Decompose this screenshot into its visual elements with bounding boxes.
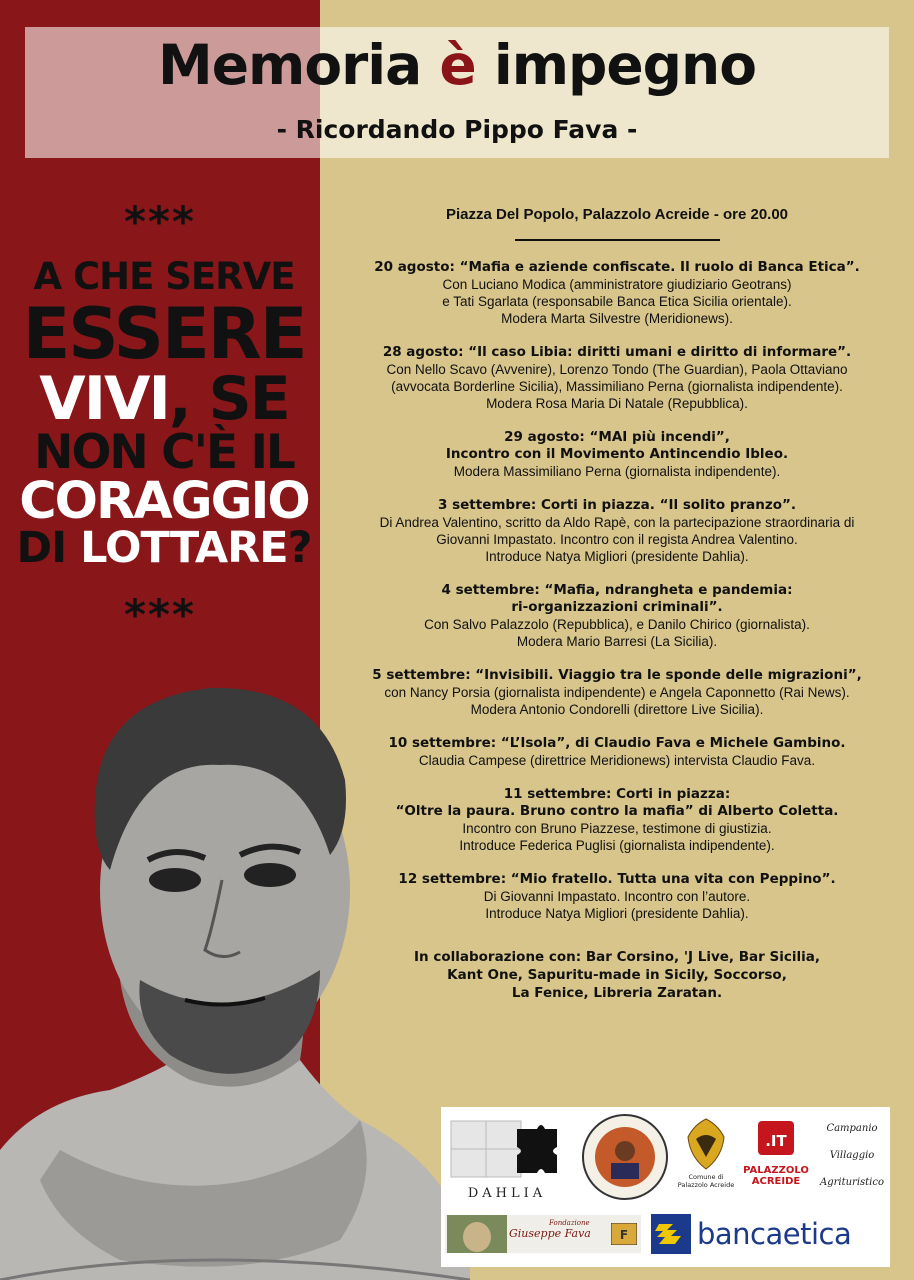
- puzzle-icon: [447, 1115, 567, 1183]
- event-detail: Claudia Campese (direttrice Meridionews) intervista Claudio Fava.: [418, 753, 816, 768]
- ff-badge-icon: [611, 1223, 637, 1245]
- quote-line-1: A CHE SERVE: [33, 255, 295, 298]
- stars-top: ***: [124, 197, 196, 246]
- quote-line-3: VIVI, SE: [39, 364, 289, 434]
- event-heading: 10 settembre: “L’Isola”, di Claudio Fava e Michele Gambino.: [388, 735, 846, 751]
- event-detail: con Nancy Porsia (giornalista indipendente) e Angela Caponnetto (Rai News).: [384, 685, 850, 700]
- event-heading: 20 agosto: “Mafia e aziende confiscate. Il ruolo di Banca Etica”.: [374, 259, 860, 275]
- event-detail: Modera Antonio Condorelli (direttore Live Sicilia).: [470, 702, 764, 717]
- title-accent: è: [439, 33, 476, 97]
- event-detail: Con Nello Scavo (Avvenire), Lorenzo Tondo (The Guardian), Paola Ottaviano: [386, 362, 848, 377]
- event-detail: Incontro con Bruno Piazzese, testimone di giustizia.: [462, 821, 772, 836]
- fava-portrait-icon: [447, 1215, 507, 1253]
- event-heading: 29 agosto: “MAI più incendi”,: [504, 429, 730, 445]
- event-item: [320, 667, 914, 718]
- quote-block: [14, 255, 314, 573]
- event-item: [320, 786, 914, 854]
- event-heading: 3 settembre: Corti in piazza. “Il solito pranzo”.: [438, 497, 796, 513]
- dahlia-logo: DAHLIA: [447, 1115, 567, 1201]
- event-item: [320, 259, 914, 327]
- svg-text:.IT: .IT: [765, 1132, 787, 1150]
- event-detail: Modera Mario Barresi (La Sicilia).: [516, 634, 718, 649]
- event-detail: Modera Marta Silvestre (Meridionews).: [501, 311, 733, 326]
- sponsor-logos: [441, 1107, 890, 1267]
- event-list: [320, 259, 914, 922]
- coat-of-arms-icon: [684, 1117, 728, 1171]
- fondazione-fava-logo: Fondazione Giuseppe Fava F: [445, 1215, 641, 1253]
- poster-title: Memoria è impegno: [158, 33, 756, 97]
- svg-text:F: F: [619, 1228, 629, 1242]
- event-detail: Introduce Natya Migliori (presidente Dahlia).: [485, 549, 749, 564]
- event-detail: Di Giovanni Impastato. Incontro con l’autore.: [483, 889, 751, 904]
- event-heading: 5 settembre: “Invisibili. Viaggio tra le sponde delle migrazioni”,: [372, 667, 862, 683]
- comune-logo: Comune di Palazzolo Acreide: [671, 1117, 741, 1203]
- event-detail: Di Andrea Valentino, scritto da Aldo Rapè, con la partecipazione straordinaria di: [379, 515, 855, 530]
- event-detail: Con Salvo Palazzolo (Repubblica), e Danilo Chirico (giornalista).: [424, 617, 810, 632]
- event-detail: Giovanni Impastato. Incontro con il regista Andrea Valentino.: [436, 532, 798, 547]
- event-item: [320, 497, 914, 565]
- event-heading: 11 settembre: Corti in piazza:: [503, 786, 731, 802]
- stars-bottom: ***: [124, 590, 196, 639]
- event-detail: (avvocata Borderline Sicilia), Massimiliano Perna (giornalista indipendente).: [391, 379, 843, 394]
- bancaetica-mark-icon: [651, 1214, 691, 1254]
- quote-line-5: CORAGGIO: [19, 472, 309, 531]
- divider: [515, 239, 720, 241]
- event-detail: Modera Massimiliano Perna (giornalista indipendente).: [453, 464, 781, 479]
- bancaetica-logo: bancaetica: [649, 1211, 889, 1257]
- event-item: [320, 344, 914, 412]
- palazzolo-badge-icon: [754, 1119, 798, 1161]
- event-heading: 12 settembre: “Mio fratello. Tutta una vita con Peppino”.: [398, 871, 836, 887]
- collaboration-credits: In collaborazione con: Bar Corsino, 'J Live, Bar Sicilia, Kant One, Sapuritu-made in Sicily, Soccorso, La Fenice, Libreria Zaratan.: [414, 949, 820, 1001]
- event-detail: Introduce Federica Puglisi (giornalista indipendente).: [459, 838, 775, 853]
- event-heading: ri-organizzazioni criminali”.: [511, 599, 723, 615]
- program-column: [320, 200, 914, 1002]
- quote-line-4: NON C'È IL: [34, 425, 294, 480]
- event-heading: 28 agosto: “Il caso Libia: diritti umani e diritto di informare”.: [382, 344, 852, 360]
- poster-subtitle: - Ricordando Pippo Fava -: [276, 115, 638, 144]
- event-detail: Con Luciano Modica (amministratore giudiziario Geotrans): [442, 277, 792, 292]
- campanio-logo: Campanio Villaggio Agrituristico: [819, 1123, 884, 1188]
- quote-line-6: DI LOTTARE?: [16, 523, 312, 573]
- event-item: [320, 871, 914, 922]
- event-location: Piazza Del Popolo, Palazzolo Acreide - ore 20.00: [445, 206, 789, 223]
- event-item: [320, 735, 914, 769]
- event-heading: 4 settembre: “Mafia, ndrangheta e pandemia:: [441, 582, 793, 598]
- event-heading: “Oltre la paura. Bruno contro la mafia” di Alberto Coletta.: [395, 803, 839, 819]
- event-detail: Introduce Natya Migliori (presidente Dahlia).: [485, 906, 749, 921]
- event-heading: Incontro con il Movimento Antincendio Ibleo.: [445, 446, 789, 462]
- event-item: [320, 429, 914, 480]
- event-item: [320, 582, 914, 650]
- palazzolo-acreide-logo: .IT PALAZZOLO ACREIDE: [741, 1119, 811, 1205]
- quote-line-2: ESSERE: [22, 293, 306, 375]
- header-banner: [25, 27, 889, 158]
- event-detail: e Tati Sgarlata (responsabile Banca Etica Sicilia orientale).: [442, 294, 792, 309]
- association-seal-icon: [581, 1113, 669, 1201]
- event-detail: Modera Rosa Maria Di Natale (Repubblica).: [486, 396, 748, 411]
